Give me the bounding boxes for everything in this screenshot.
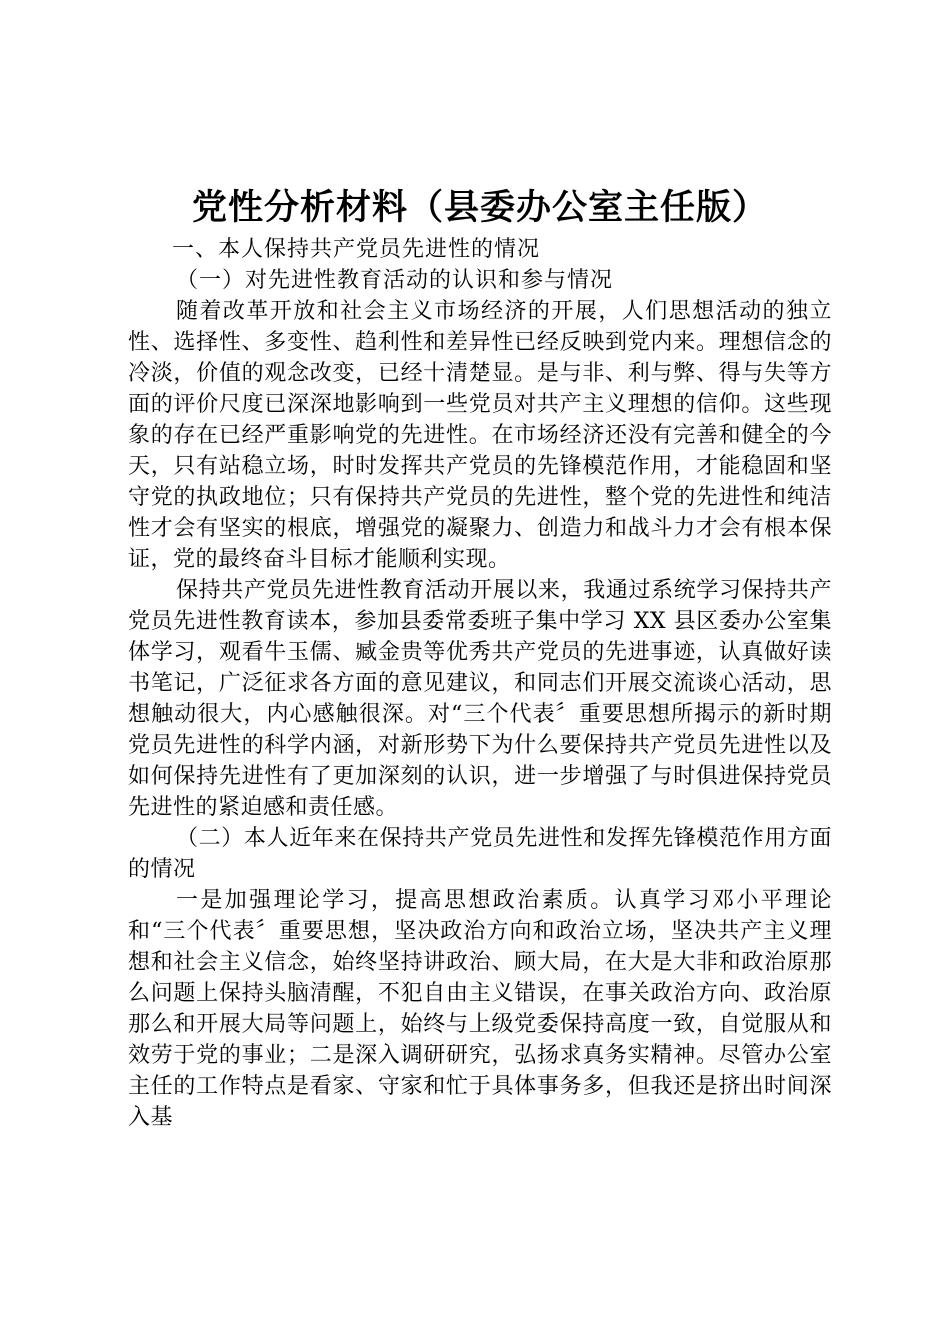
paragraph-1: 随着改革开放和社会主义市场经济的开展，人们思想活动的独立性、选择性、多变性、趋利性和差异性已经反映到党内来。理想信念的冷淡，价值的观念改变，已经十清楚显。是与非、利与弊、得与失等方面的评价尺度已深深地影响到一些党员对共产主义理想的信仰。这些现象的存在已经严重影响党的先进性。在市场经济还没有完善和健全的今天，只有站稳立场，时时发挥共产党员的先锋模范作用，才能稳固和坚守党的执政地位；只有保持共产党员的先进性，整个党的先进性和纯洁性才会有坚实的根底，增强党的凝聚力、创造力和战斗力才会有根本保证，党的最终奋斗目标才能顺利实现。	[128, 299, 832, 572]
section-heading-1: 一、本人保持共产党员先进性的情况	[172, 237, 541, 262]
document-title: 党性分析材料（县委办公室主任版）	[191, 188, 768, 228]
paragraph-2: 保持共产党员先进性教育活动开展以来，我通过系统学习保持共产党员先进性教育读本，参加县委常委班子集中学习 XX 县区委办公室集体学习，观看牛玉儒、臧金贵等优秀共产党员的先进事迹，认真做好读书笔记，广泛征求各方面的意见建议，和同志们开展交流谈心活动，思想触动很大，内心感触很深。对“三个代表〞重要思想所揭示的新时期党员先进性的科学内涵，对新形势下为什么要保持共产党员先进性以及如何保持先进性有了更加深刻的认识，进一步增强了与时俱进保持党员先进性的紧迫感和责任感。	[128, 578, 832, 820]
document-page	[128, 182, 832, 1133]
subsection-heading-1: （一）对先进性教育活动的认识和参与情况	[176, 268, 614, 293]
paragraph-3: 一是加强理论学习，提高思想政治素质。认真学习邓小平理论和“三个代表〞重要思想，坚决政治方向和政治立场，坚决共产主义理想和社会主义信念，始终坚持讲政治、顾大局，在大是大非和政治原那么问题上保持头脑清醒，不犯自由主义错误，在事关政治方向、政治原那么和开展大局等问题上，始终与上级党委保持高度一致，自觉服从和效劳于党的事业；二是深入调研研究，弘扬求真务实精神。尽管办公室主任的工作特点是看家、守家和忙于具体事务多，但我还是挤出时间深入基	[128, 888, 832, 1130]
subsection-heading-2: （二）本人近年来在保持共产党员先进性和发挥先锋模范作用方面的情况	[128, 826, 832, 882]
